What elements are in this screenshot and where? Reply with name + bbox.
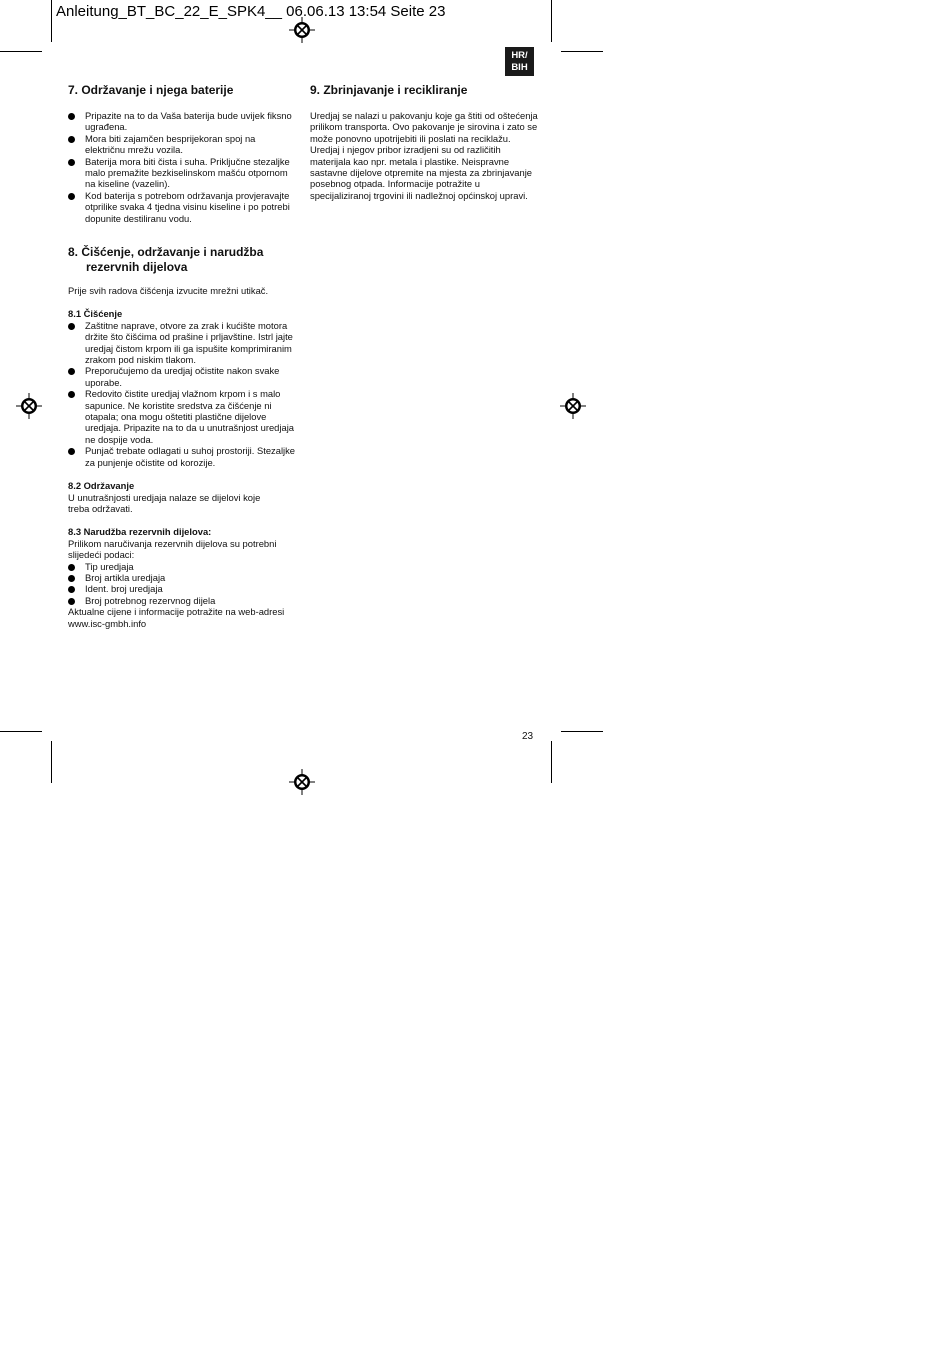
list-item: Broj potrebnog rezervnog dijela — [68, 595, 296, 606]
list-item: Broj artikla uredjaja — [68, 572, 296, 583]
section-8-intro: Prije svih radova čišćenja izvucite mrežni utikač. — [68, 285, 269, 296]
subsection-8-1-title: 8.1 Čišćenje — [68, 308, 123, 320]
list-item: Pripazite na to da Vaša baterija bude uvijek fiksno ugrađena. — [68, 110, 294, 133]
bullet-icon — [68, 368, 75, 375]
crop-mark — [51, 741, 52, 783]
section-9-paragraph: Uredjaj i njegov pribor izradjeni su od različitih materijala kao npr. metala i plastike. Neispravne sastavne dijelove otpremite na mjesta za zbrinjavanje posebnog otpada. Informacije potražite u specijaliziranoj trgovini ili nadležnoj općinskoj upravi. — [310, 144, 532, 201]
crop-mark — [561, 731, 603, 732]
website-link[interactable]: www.isc-gmbh.info — [68, 617, 147, 629]
list-item: Redovito čistite uredjaj vlažnom krpom i s malo sapunice. Ne koristite sredstva za čišćenje ni otapala; ona mogu oštetiti plastične dijelove uredjaja. Pripazite na to da u unutrašnjost uredjaja ne dospije voda. — [68, 388, 296, 445]
section-7-list — [68, 110, 294, 224]
list-item: Tip uredjaja — [68, 561, 296, 572]
bullet-icon — [68, 136, 75, 143]
language-badge-line2: BIH — [511, 62, 528, 73]
crop-mark — [0, 51, 42, 52]
bullet-icon — [68, 193, 75, 200]
crop-mark — [551, 0, 552, 42]
print-header: Anleitung_BT_BC_22_E_SPK4__ 06.06.13 13:54 Seite 23 — [56, 3, 446, 20]
list-item: Kod baterija s potrebom održavanja provjeravajte otprilike svaka 4 tjedna visinu kiseline i po potrebi dopunite destiliranu vodu. — [68, 190, 294, 224]
registration-mark-icon — [289, 17, 315, 43]
bullet-icon — [68, 159, 75, 166]
crop-mark — [551, 741, 552, 783]
registration-mark-icon — [16, 393, 42, 419]
crop-mark — [0, 731, 42, 732]
list-item: Zaštitne naprave, otvore za zrak i kućište motora držite što čišćima od prašine i prljavštine. Istrl jajte uredjaj čistom krpom ili ga ispušite komprimiranim zrakom pod niskim tlakom. — [68, 320, 296, 366]
bullet-icon — [68, 113, 75, 120]
subsection-8-3-title: 8.3 Narudžba rezervnih dijelova: — [68, 526, 212, 538]
bullet-icon — [68, 598, 75, 605]
registration-mark-icon — [560, 393, 586, 419]
registration-mark-icon — [289, 769, 315, 795]
section-9-title: 9. Zbrinjavanje i recikliranje — [310, 83, 468, 97]
bullet-icon — [68, 391, 75, 398]
bullet-icon — [68, 323, 75, 330]
section-8-title-line2: rezervnih dijelova — [86, 260, 188, 274]
section-8-title — [68, 245, 296, 275]
language-badge — [505, 47, 534, 76]
subsection-8-3-intro: Prilikom naručivanja rezervnih dijelova su potrebni slijedeći podaci: — [68, 537, 277, 561]
language-badge-line1: HR/ — [511, 50, 528, 61]
section-9-paragraph: Uredjaj se nalazi u pakovanju koje ga štiti od oštećenja prilikom transporta. Ovo pakovanje je sirovina i zato se može ponovno upotrijebiti ili poslati na reciklažu. — [310, 110, 538, 144]
subsection-8-2-text: U unutrašnjosti uredjaja nalaze se dijelovi koje treba održavati. — [68, 491, 261, 514]
list-item: Punjač trebate odlagati u suhoj prostoriji. Stezaljke za punjenje očistite od korozije. — [68, 445, 296, 468]
bullet-icon — [68, 586, 75, 593]
page-number: 23 — [522, 731, 534, 742]
crop-mark — [561, 51, 603, 52]
subsection-8-1-list — [68, 320, 296, 468]
section-7-title: 7. Održavanje i njega baterije — [68, 83, 234, 97]
subsection-8-3-list — [68, 561, 296, 607]
crop-mark — [51, 0, 52, 42]
bullet-icon — [68, 448, 75, 455]
section-8-title-line1: 8. Čišćenje, održavanje i narudžba — [68, 245, 264, 259]
list-item: Baterija mora biti čista i suha. Priključne stezaljke malo premažite bezkiselinskom mašću otpornom na kiseline (vazelin). — [68, 156, 294, 190]
section-7 — [68, 83, 294, 224]
section-8 — [68, 245, 296, 629]
bullet-icon — [68, 575, 75, 582]
bullet-icon — [68, 564, 75, 571]
section-9 — [310, 83, 538, 201]
list-item: Mora biti zajamčen besprijekoran spoj na električnu mrežu vozila. — [68, 133, 294, 156]
list-item: Ident. broj uredjaja — [68, 583, 296, 594]
subsection-8-2-title: 8.2 Održavanje — [68, 480, 135, 492]
subsection-8-3-outro: Aktualne cijene i informacije potražite na web-adresi — [68, 606, 285, 618]
list-item: Preporučujemo da uredjaj očistite nakon svake uporabe. — [68, 365, 296, 388]
